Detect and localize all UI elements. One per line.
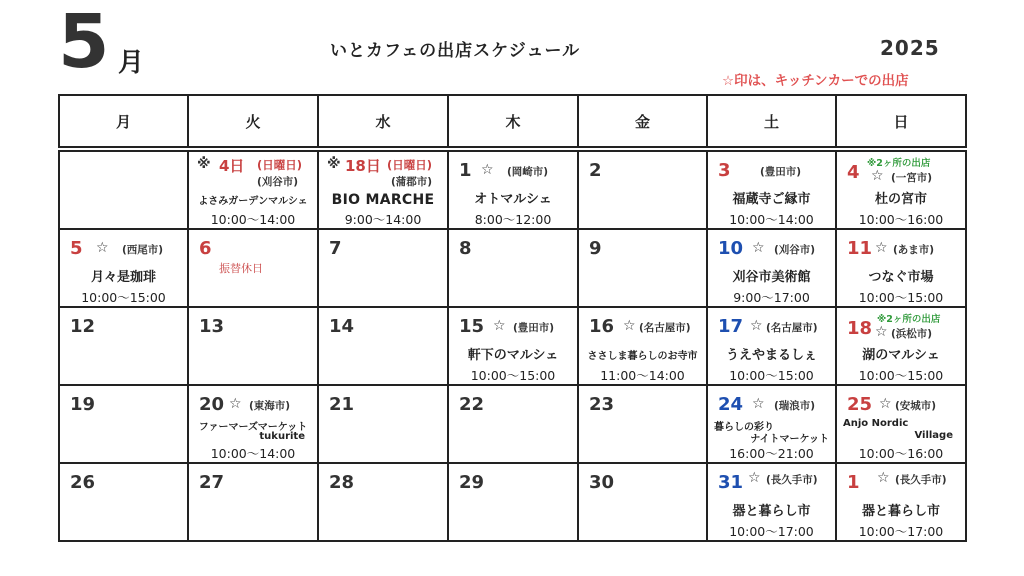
day-cell bbox=[448, 385, 578, 463]
day-number: 19 bbox=[70, 394, 96, 415]
day-cell bbox=[836, 307, 966, 385]
day-number: 30 bbox=[589, 472, 615, 493]
day-number: 29 bbox=[459, 472, 485, 493]
day-cell bbox=[448, 151, 578, 229]
day-number: 6 bbox=[199, 238, 212, 259]
day-number: 12 bbox=[70, 316, 96, 337]
event-time: 9:00〜14:00 bbox=[344, 212, 422, 227]
event-time: 10:00〜17:00 bbox=[729, 524, 814, 539]
event-name: つなぐ市場 bbox=[868, 270, 934, 285]
day-cell bbox=[188, 385, 318, 463]
day-cell bbox=[836, 385, 966, 463]
day-number: 7 bbox=[329, 238, 342, 259]
day-number: 5 bbox=[70, 238, 83, 259]
day-number: 23 bbox=[589, 394, 615, 415]
day-number: 11 bbox=[847, 238, 873, 259]
day-number: 21 bbox=[329, 394, 355, 415]
multi-location-note: ※2ヶ所の出店 bbox=[877, 314, 941, 325]
kitchen-car-note: ☆印は、キッチンカーでの出店 bbox=[722, 73, 909, 89]
city-label: (西尾市) bbox=[122, 244, 164, 256]
event-name-line1: 暮らしの彩り bbox=[714, 422, 774, 433]
weekday-mon: 月 bbox=[59, 95, 188, 147]
day-number: 18 bbox=[847, 318, 873, 339]
day-number: 15 bbox=[459, 316, 485, 337]
day-cell-empty bbox=[59, 151, 188, 229]
star-icon: ☆ bbox=[877, 470, 890, 486]
day-number: 22 bbox=[459, 394, 485, 415]
event-time: 10:00〜14:00 bbox=[210, 212, 296, 227]
day-number: 17 bbox=[718, 316, 744, 337]
event-name: 福蔵寺ご縁市 bbox=[732, 192, 811, 207]
event-name: 軒下のマルシェ bbox=[467, 348, 559, 363]
star-icon: ☆ bbox=[752, 396, 765, 412]
weekday-fri: 金 bbox=[578, 95, 707, 147]
star-icon: ☆ bbox=[750, 318, 763, 334]
city-label: (名古屋市) bbox=[639, 322, 691, 334]
day-number: 18日 bbox=[345, 157, 381, 175]
day-number: 14 bbox=[329, 316, 355, 337]
city-label: (刈谷市) bbox=[774, 244, 816, 256]
day-cell bbox=[318, 229, 448, 307]
note-mark: ※ bbox=[327, 156, 341, 172]
weekday-sat: 土 bbox=[707, 95, 836, 147]
weekday-sun: 日 bbox=[836, 95, 966, 147]
day-number: 20 bbox=[199, 394, 225, 415]
event-name: オトマルシェ bbox=[474, 192, 552, 207]
star-icon: ☆ bbox=[96, 240, 109, 256]
day-cell bbox=[836, 463, 966, 541]
weekday-header-row bbox=[59, 95, 966, 147]
day-cell bbox=[318, 385, 448, 463]
day-cell bbox=[707, 229, 836, 307]
calendar-table bbox=[58, 94, 967, 542]
event-time: 10:00〜17:00 bbox=[858, 524, 944, 539]
city-label: (長久手市) bbox=[895, 474, 947, 486]
event-name-line1: Anjo Nordic bbox=[843, 418, 909, 429]
day-number: 24 bbox=[718, 394, 744, 415]
event-name: 器と暮らし市 bbox=[732, 504, 811, 519]
event-time: 11:00〜14:00 bbox=[600, 368, 685, 383]
day-cell bbox=[188, 151, 318, 229]
city-label: (東海市) bbox=[249, 400, 291, 412]
page-title: いとカフェの出店スケジュール bbox=[330, 41, 581, 61]
star-icon: ☆ bbox=[879, 396, 892, 412]
event-name: うえやまるしぇ bbox=[725, 348, 817, 363]
event-name: 器と暮らし市 bbox=[861, 504, 940, 519]
day-number: 31 bbox=[718, 472, 744, 493]
city-label: (長久手市) bbox=[766, 474, 818, 486]
city-label: (安城市) bbox=[895, 400, 937, 412]
event-time: 10:00〜15:00 bbox=[729, 368, 814, 383]
day-number: 9 bbox=[589, 238, 602, 259]
event-name: よさみガーデンマルシェ bbox=[198, 196, 308, 207]
day-number: 3 bbox=[718, 160, 731, 181]
star-icon: ☆ bbox=[748, 470, 761, 486]
event-name-line1: ファーマーズマーケット bbox=[198, 422, 308, 433]
week-row-3 bbox=[59, 307, 966, 385]
day-cell bbox=[578, 307, 707, 385]
day-cell bbox=[707, 151, 836, 229]
day-cell bbox=[59, 463, 188, 541]
day-number: 16 bbox=[589, 316, 615, 337]
city-label: (豊田市) bbox=[760, 166, 802, 178]
weekday-tue: 火 bbox=[188, 95, 318, 147]
event-time: 9:00〜17:00 bbox=[733, 290, 810, 305]
week-row-1 bbox=[59, 151, 966, 229]
day-number: 4日 bbox=[219, 157, 245, 175]
week-row-4 bbox=[59, 385, 966, 463]
event-time: 16:00〜21:00 bbox=[729, 446, 814, 461]
star-icon: ☆ bbox=[752, 240, 765, 256]
day-cell bbox=[707, 307, 836, 385]
day-cell bbox=[578, 463, 707, 541]
day-number: 8 bbox=[459, 238, 472, 259]
day-number: 1 bbox=[847, 472, 860, 493]
day-cell bbox=[578, 151, 707, 229]
star-icon: ☆ bbox=[875, 240, 888, 256]
star-icon: ☆ bbox=[875, 324, 888, 340]
city-label: (豊田市) bbox=[513, 322, 555, 334]
sunday-tag: (日曜日) bbox=[257, 158, 303, 172]
day-cell bbox=[448, 229, 578, 307]
day-number: 26 bbox=[70, 472, 96, 493]
day-cell bbox=[318, 151, 448, 229]
star-icon: ☆ bbox=[481, 162, 494, 178]
week-row-5 bbox=[59, 463, 966, 541]
city-label: (岡崎市) bbox=[507, 166, 549, 178]
event-name-line2: ナイトマーケット bbox=[750, 434, 829, 445]
day-number: 25 bbox=[847, 394, 873, 415]
city-label: (一宮市) bbox=[891, 172, 933, 184]
city-label: (名古屋市) bbox=[766, 322, 818, 334]
day-number: 4 bbox=[847, 162, 860, 183]
day-cell bbox=[188, 463, 318, 541]
day-cell bbox=[59, 229, 188, 307]
weekday-thu: 木 bbox=[448, 95, 578, 147]
day-cell bbox=[59, 307, 188, 385]
city-label: (蒲郡市) bbox=[391, 176, 433, 188]
day-cell bbox=[707, 385, 836, 463]
day-cell bbox=[836, 229, 966, 307]
event-time: 10:00〜15:00 bbox=[858, 290, 944, 305]
day-cell bbox=[578, 385, 707, 463]
star-icon: ☆ bbox=[871, 168, 884, 184]
day-number: 10 bbox=[718, 238, 744, 259]
week-row-2 bbox=[59, 229, 966, 307]
day-cell bbox=[188, 229, 318, 307]
star-icon: ☆ bbox=[493, 318, 506, 334]
event-time: 10:00〜16:00 bbox=[858, 212, 944, 227]
day-cell bbox=[59, 385, 188, 463]
event-time: 10:00〜15:00 bbox=[470, 368, 556, 383]
day-cell bbox=[707, 463, 836, 541]
year-label: 2025 bbox=[880, 36, 940, 60]
day-cell bbox=[836, 151, 966, 229]
city-label: (浜松市) bbox=[891, 328, 933, 340]
event-name: BIO MARCHE bbox=[331, 192, 435, 208]
event-name-line2: tukurite bbox=[259, 431, 305, 442]
star-icon: ☆ bbox=[623, 318, 636, 334]
event-name-line2: Village bbox=[914, 430, 953, 441]
note-mark: ※ bbox=[197, 156, 211, 172]
day-cell bbox=[318, 463, 448, 541]
event-time: 10:00〜15:00 bbox=[81, 290, 166, 305]
star-icon: ☆ bbox=[229, 396, 242, 412]
city-label: (刈谷市) bbox=[257, 176, 299, 188]
sunday-tag: (日曜日) bbox=[387, 158, 433, 172]
event-name: 湖のマルシェ bbox=[862, 348, 940, 363]
event-time: 10:00〜16:00 bbox=[858, 446, 944, 461]
day-number: 13 bbox=[199, 316, 225, 337]
city-label: (瑞浪市) bbox=[774, 400, 816, 412]
multi-location-note: ※2ヶ所の出店 bbox=[867, 158, 931, 169]
day-cell bbox=[448, 307, 578, 385]
day-number: 27 bbox=[199, 472, 225, 493]
day-cell bbox=[188, 307, 318, 385]
event-time: 10:00〜14:00 bbox=[210, 446, 296, 461]
city-label: (あま市) bbox=[893, 244, 935, 256]
month-label: 月 bbox=[118, 48, 145, 78]
day-cell bbox=[578, 229, 707, 307]
event-name: 月々是珈琲 bbox=[90, 270, 156, 285]
event-time: 10:00〜14:00 bbox=[729, 212, 814, 227]
event-name: 杜の宮市 bbox=[874, 192, 927, 207]
day-number: 2 bbox=[589, 160, 602, 181]
event-name: ささしま暮らしのお寺市 bbox=[587, 351, 698, 362]
event-time: 8:00〜12:00 bbox=[474, 212, 552, 227]
weekday-wed: 水 bbox=[318, 95, 448, 147]
holiday-label: 振替休日 bbox=[219, 262, 263, 275]
event-time: 10:00〜15:00 bbox=[858, 368, 944, 383]
day-cell bbox=[448, 463, 578, 541]
day-cell bbox=[318, 307, 448, 385]
event-name: 刈谷市美術館 bbox=[732, 270, 811, 285]
day-number: 28 bbox=[329, 472, 355, 493]
day-number: 1 bbox=[459, 160, 472, 181]
month-number: 5 bbox=[58, 0, 110, 85]
